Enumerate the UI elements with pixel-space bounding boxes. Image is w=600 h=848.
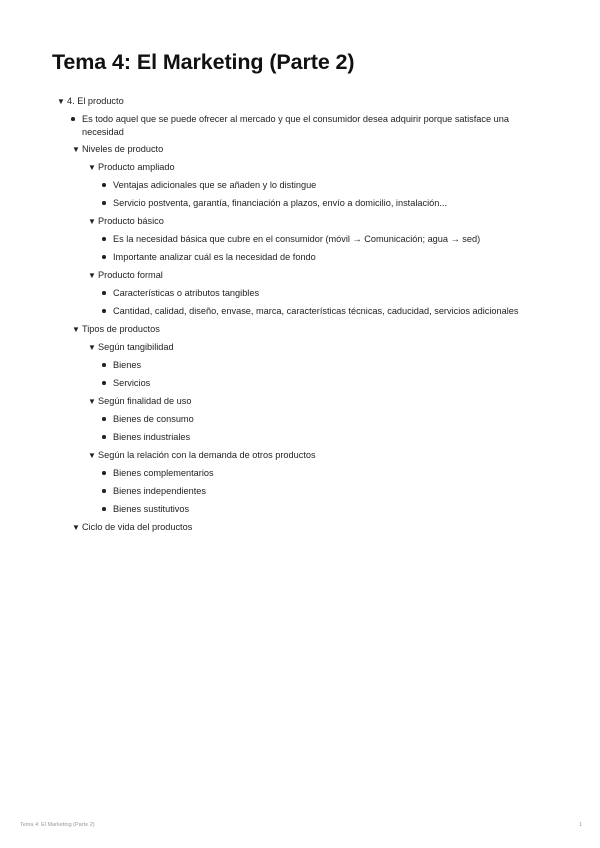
bullet-icon [102,381,106,385]
list-item [113,413,194,426]
toggle-label: Según finalidad de uso [98,396,192,406]
list-item-text: Servicios [113,378,151,388]
list-item-text: Es todo aquel que se puede ofrecer al mercado y que el consumidor desea adquirir porque satisface una necesidad [82,114,509,137]
bullet-icon [102,363,106,367]
list-item-text: Características o atributos tangibles [113,288,260,298]
bullet-icon [102,183,106,187]
toggle-label: Ciclo de vida del productos [82,522,193,532]
toggle-ciclo-de-vida[interactable] [72,521,192,535]
list-item-text: Importante analizar cuál es la necesidad de fondo [113,252,316,262]
bullet-icon [102,471,106,475]
toggle-producto-ampliado[interactable] [88,161,175,175]
toggle-label: Niveles de producto [82,144,164,154]
list-item [113,503,189,516]
toggle-segun-tangibilidad[interactable] [88,341,174,355]
toggle-label: Según la relación con la demanda de otros productos [98,450,316,460]
list-item [113,485,206,498]
triangle-down-icon: ▼ [72,145,80,154]
bullet-icon [102,291,106,295]
list-item [113,197,447,210]
toggle-producto-formal[interactable] [88,269,163,283]
list-item [113,377,150,390]
bullet-icon [102,309,106,313]
bullet-icon [71,117,75,121]
list-item-text: Bienes sustitutivos [113,504,190,514]
toggle-producto-basico[interactable] [88,215,164,229]
toggle-segun-finalidad[interactable] [88,395,191,409]
toggle-tipos-de-productos[interactable] [72,323,160,337]
triangle-down-icon: ▼ [72,325,80,334]
toggle-segun-relacion[interactable] [88,449,316,463]
toggle-label: 4. El producto [67,96,124,106]
bullet-icon [102,255,106,259]
triangle-down-icon: ▼ [88,397,96,406]
list-item-text: Es la necesidad básica que cubre en el consumidor (móvil → Comunicación; agua → sed) [113,234,481,244]
list-item-text: Bienes complementarios [113,468,214,478]
toggle-label: Producto formal [98,270,163,280]
list-item [113,179,316,192]
list-item-text: Bienes independientes [113,486,206,496]
list-item [113,359,141,372]
bullet-icon [102,237,106,241]
toggle-label: Tipos de productos [82,324,160,334]
list-item [113,467,214,480]
page-number: 1 [578,822,582,828]
list-item [113,431,190,444]
list-item [113,287,259,300]
triangle-down-icon: ▼ [88,271,96,280]
bullet-icon [102,201,106,205]
toggle-el-producto[interactable] [57,95,124,109]
triangle-down-icon: ▼ [72,523,80,532]
triangle-down-icon: ▼ [88,451,96,460]
triangle-down-icon: ▼ [88,163,96,172]
toggle-label: Según tangibilidad [98,342,174,352]
toggle-label: Producto ampliado [98,162,175,172]
toggle-niveles-de-producto[interactable] [72,143,163,157]
list-item-text: Bienes [113,360,142,370]
bullet-icon [102,507,106,511]
bullet-icon [102,417,106,421]
bullet-icon [102,435,106,439]
list-item [113,233,480,246]
list-item-text: Cantidad, calidad, diseño, envase, marca, características técnicas, caducidad, servicios adicionales [113,306,519,316]
triangle-down-icon: ▼ [88,217,96,226]
list-item-text: Bienes industriales [113,432,191,442]
list-item [113,251,316,264]
list-item [113,305,518,318]
bullet-icon [102,489,106,493]
list-item [82,113,522,138]
list-item-text: Bienes de consumo [113,414,194,424]
triangle-down-icon: ▼ [88,343,96,352]
page-title: Tema 4: El Marketing (Parte 2) [52,50,355,74]
list-item-text: Servicio postventa, garantía, financiación a plazos, envío a domicilio, instalación... [113,198,447,208]
triangle-down-icon: ▼ [57,97,65,106]
toggle-label: Producto básico [98,216,164,226]
footer-title: Tema 4: El Marketing (Parte 2) [20,822,95,828]
list-item-text: Ventajas adicionales que se añaden y lo distingue [113,180,317,190]
